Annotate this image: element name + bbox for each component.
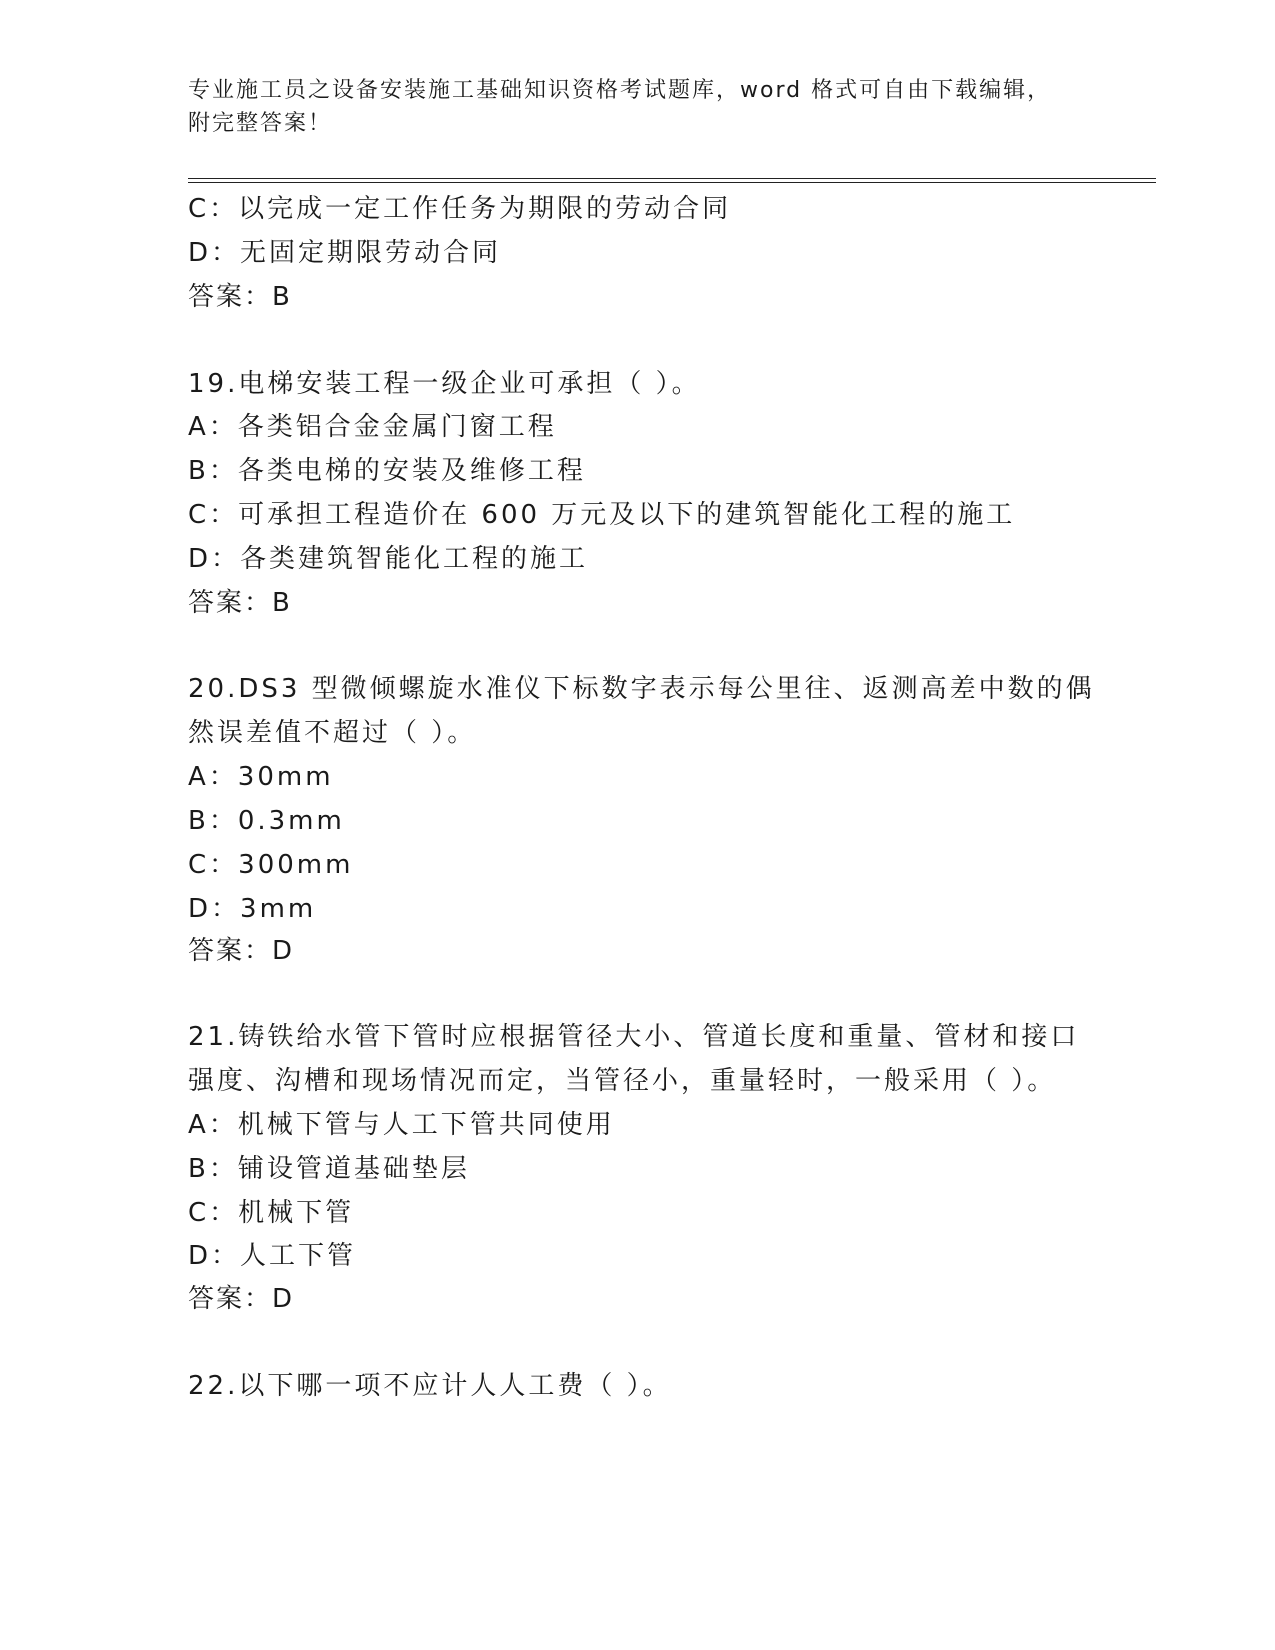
question-19-option-d: D：各类建筑智能化工程的施工 bbox=[188, 544, 589, 574]
question-21-option-d: D：人工下管 bbox=[188, 1241, 357, 1271]
question-20-answer: 答案：D bbox=[188, 936, 295, 966]
question-20-option-d: D：3mm bbox=[188, 894, 317, 924]
question-20-option-c: C：300mm bbox=[188, 850, 354, 880]
option-d: D：无固定期限劳动合同 bbox=[188, 238, 502, 268]
question-20-stem-line-1: 20.DS3 型微倾螺旋水准仪下标数字表示每公里往、返测高差中数的偶 bbox=[188, 674, 1095, 704]
question-21-option-a: A：机械下管与人工下管共同使用 bbox=[188, 1110, 615, 1140]
question-21-option-c: C：机械下管 bbox=[188, 1198, 355, 1228]
question-20-option-a: A：30mm bbox=[188, 762, 334, 792]
question-19-option-b: B：各类电梯的安装及维修工程 bbox=[188, 456, 586, 486]
question-21-option-b: B：铺设管道基础垫层 bbox=[188, 1154, 470, 1184]
question-21-answer: 答案：D bbox=[188, 1284, 295, 1314]
question-21-stem-line-2: 强度、沟槽和现场情况而定，当管径小，重量轻时，一般采用（ ）。 bbox=[188, 1066, 1057, 1096]
question-22-stem: 22.以下哪一项不应计人人工费（ ）。 bbox=[188, 1371, 672, 1401]
question-20-stem-line-2: 然误差值不超过（ ）。 bbox=[188, 718, 477, 748]
question-20-option-b: B：0.3mm bbox=[188, 806, 345, 836]
header-double-rule bbox=[188, 178, 1156, 183]
question-19-answer: 答案：B bbox=[188, 588, 292, 618]
option-c: C：以完成一定工作任务为期限的劳动合同 bbox=[188, 194, 732, 224]
question-19-option-a: A：各类铝合金金属门窗工程 bbox=[188, 412, 557, 442]
question-21-stem-line-1: 21.铸铁给水管下管时应根据管径大小、管道长度和重量、管材和接口 bbox=[188, 1022, 1080, 1052]
page-header: 专业施工员之设备安装施工基础知识资格考试题库，word 格式可自由下载编辑， 附完整答案！ bbox=[188, 78, 1052, 136]
question-19-stem: 19.电梯安装工程一级企业可承担（ ）。 bbox=[188, 369, 701, 399]
answer-line: 答案：B bbox=[188, 282, 292, 312]
question-19-option-c: C：可承担工程造价在 600 万元及以下的建筑智能化工程的施工 bbox=[188, 500, 1016, 530]
